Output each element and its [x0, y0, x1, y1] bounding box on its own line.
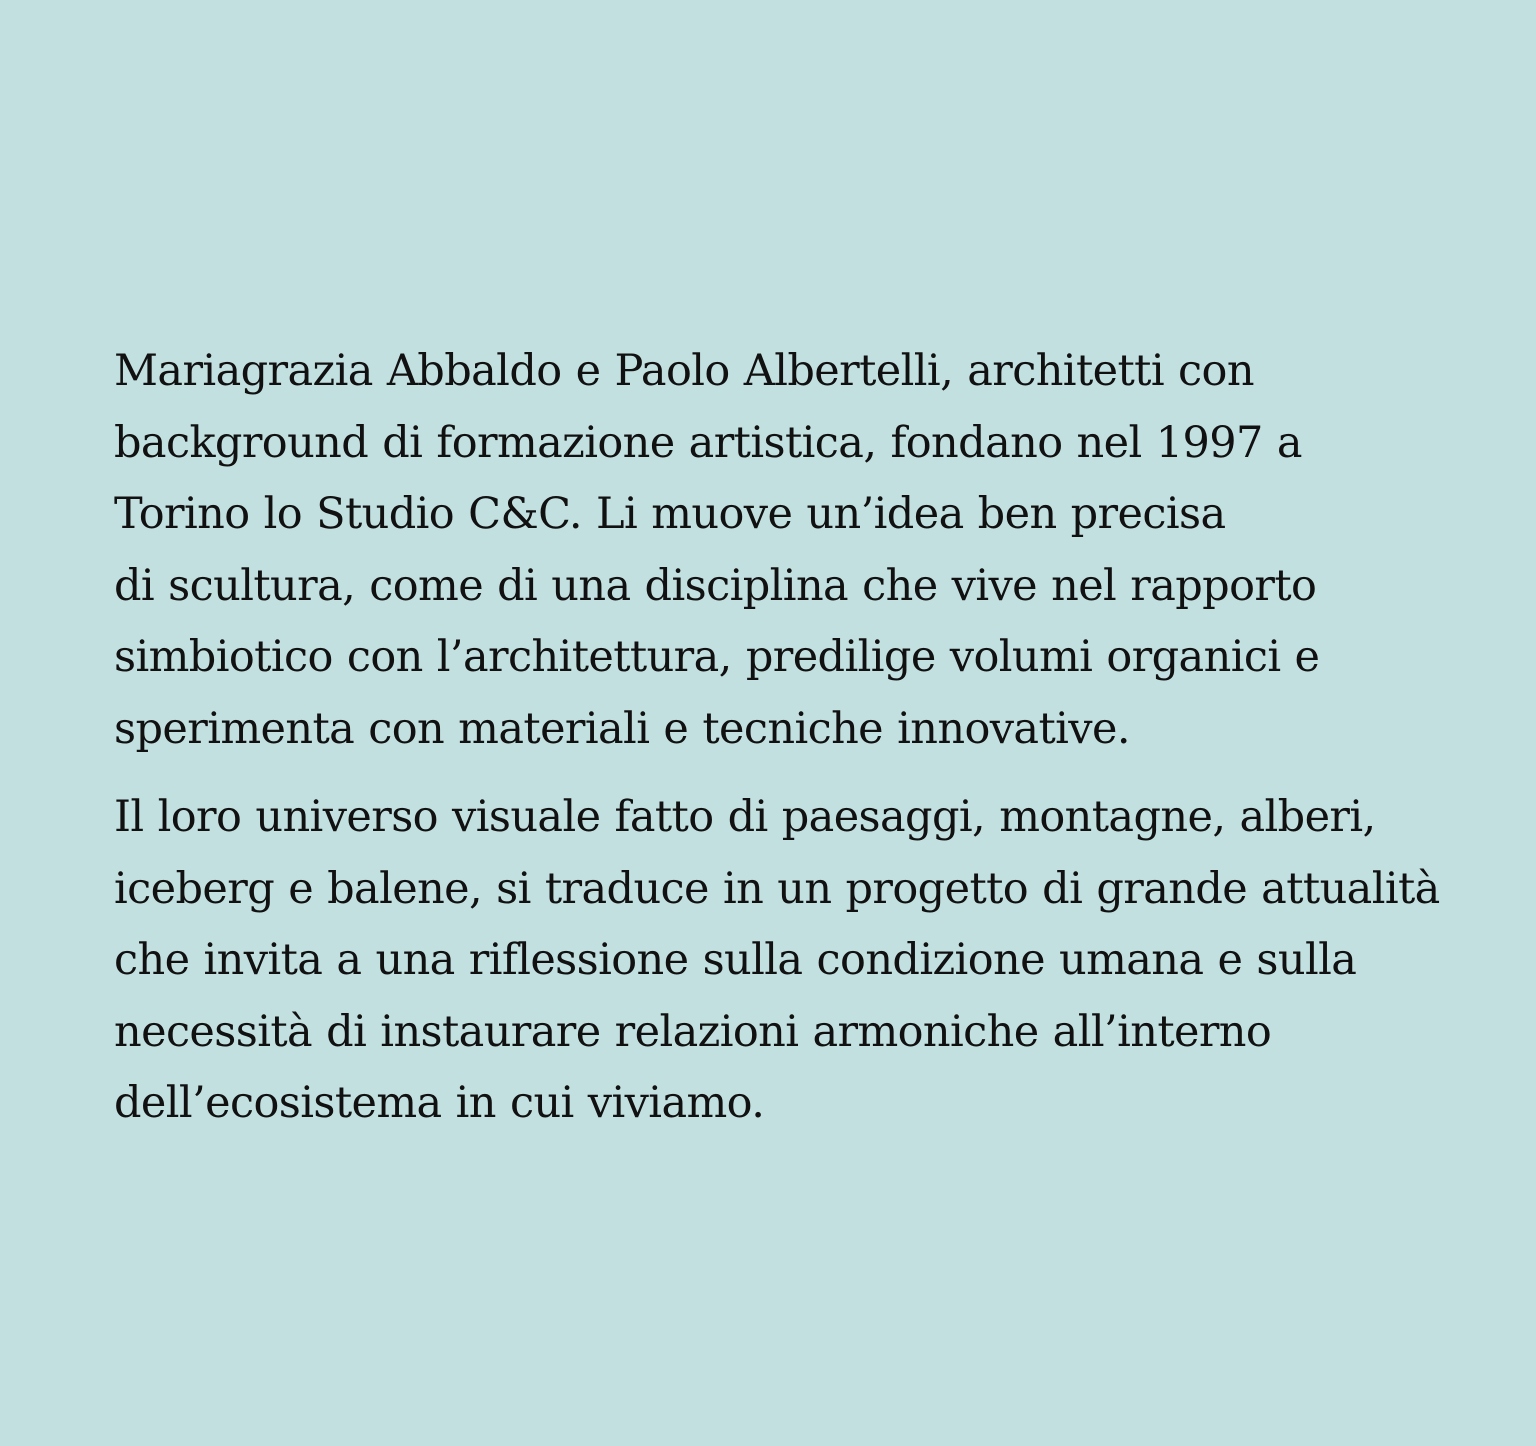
text-line: simbiotico con l’architettura, predilige volumi organici e [114, 632, 1320, 682]
paragraph-studio-intro [114, 336, 1414, 765]
text-line: iceberg e balene, si traduce in un progetto di grande attualità [114, 863, 1440, 914]
text-line: sperimenta con materiali e tecniche innovative. [114, 703, 1130, 754]
text-line: necessità di instaurare relazioni armoniche all’interno [114, 1006, 1272, 1057]
text-line: dell’ecosistema in cui viviamo. [114, 1078, 765, 1128]
text-line: Mariagrazia Abbaldo e Paolo Albertelli, architetti con [114, 346, 1254, 396]
text-block [114, 336, 1440, 1140]
text-line: di scultura, come di una disciplina che vive nel rapporto [114, 560, 1317, 611]
text-line: Il loro universo visuale fatto di paesaggi, montagne, alberi, [114, 792, 1376, 842]
text-line: background di formazione artistica, fondano nel 1997 a [114, 417, 1302, 468]
text-line: Torino lo Studio C&C. Li muove un’idea ben precisa [114, 489, 1226, 539]
text-line: che invita a una riflessione sulla condizione umana e sulla [114, 935, 1357, 985]
paragraph-visual-universe [114, 782, 1440, 1140]
